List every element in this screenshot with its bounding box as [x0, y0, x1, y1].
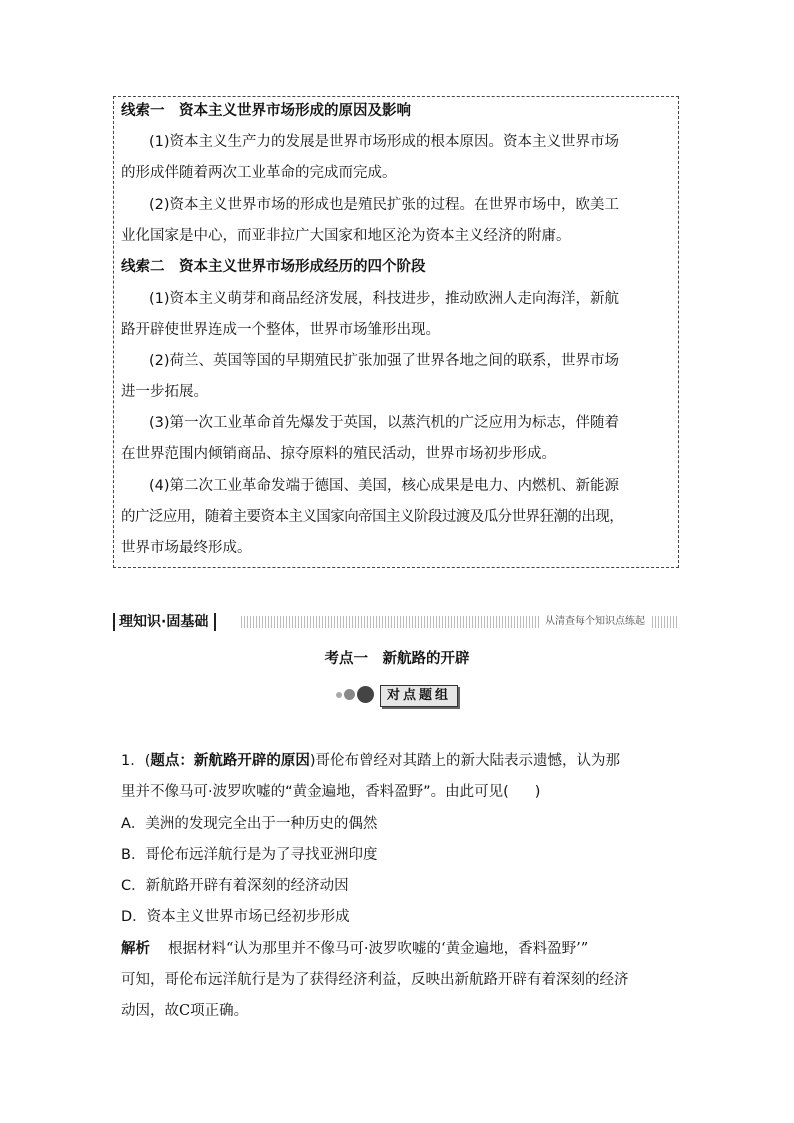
clue2-paragraph2-line1: (2)荷兰、英国等国的早期殖民扩张加强了世界各地之间的联系，世界市场	[149, 353, 620, 369]
clue2-paragraph3-line2: 在世界范围内倾销商品、掠夺原料的殖民活动，世界市场初步形成。	[121, 446, 556, 462]
badge-dot-large-icon	[357, 686, 374, 703]
clue2-paragraph4-line2: 的广泛应用，随着主要资本主义国家向帝国主义阶段过渡及瓜分世界狂潮的出现，	[121, 509, 624, 525]
clue2-heading: 线索二 资本主义世界市场形成经历的四个阶段	[121, 259, 426, 275]
question-line1-text: )哥伦布曾经对其踏上的新大陆表示遗憾，认为那	[309, 753, 621, 769]
question-close-paren: )	[534, 784, 541, 800]
analysis-line2: 可知，哥伦布远洋航行是为了获得经济利益，反映出新航路开辟有着深刻的经济	[121, 972, 629, 988]
question-line1	[121, 754, 620, 769]
clue1-paragraph1-line2: 的形成伴随着两次工业革命的完成而完成。	[121, 165, 397, 181]
analysis-line1-text: 根据材料“认为那里并不像马可·波罗吹嘘的‘黄金遍地，香料盈野’”	[168, 941, 589, 957]
analysis-line3: 动因，故C项正确。	[121, 1003, 249, 1019]
banner-subtitle: 从清查每个知识点练起	[539, 615, 651, 629]
badge-label: 对点题组	[380, 685, 458, 707]
badge-dot-medium-icon	[344, 689, 355, 700]
clue2-paragraph1-line1: (1)资本主义萌芽和商品经济发展，科技进步，推动欧洲人走向海洋，新航	[149, 291, 620, 307]
option-d: D．资本主义世界市场已经初步形成	[121, 909, 350, 925]
clue2-paragraph2-line2: 进一步拓展。	[121, 384, 208, 400]
badge-dot-small-icon	[336, 692, 342, 698]
option-a: A．美洲的发现完全出于一种历史的偶然	[121, 816, 378, 832]
analysis-label: 解析	[121, 940, 150, 957]
banner-title: 理知识·固基础	[113, 613, 216, 631]
analysis-line1	[121, 942, 588, 957]
question-line2-text: 里并不像马可·波罗吹嘘的“黄金遍地，香料盈野”。由此可见(	[121, 784, 509, 800]
section-banner	[113, 613, 679, 631]
question-line2	[121, 785, 540, 800]
option-c: C．新航路开辟有着深刻的经济动因	[121, 878, 349, 894]
question-topic: 题点：新航路开辟的原因	[150, 753, 310, 769]
clue1-heading: 线索一 资本主义世界市场形成的原因及影响	[121, 103, 411, 119]
clue2-paragraph4-line3: 世界市场最终形成。	[121, 540, 252, 556]
clue2-paragraph1-line2: 路开辟使世界连成一个整体，世界市场雏形出现。	[121, 322, 440, 338]
topic-badge	[336, 684, 466, 706]
option-b: B．哥伦布远洋航行是为了寻找亚洲印度	[121, 847, 378, 863]
section-title: 考点一 新航路的开辟	[324, 651, 470, 667]
question-number: 1．(	[121, 753, 151, 769]
clue2-paragraph4-line1: (4)第二次工业革命发端于德国、美国，核心成果是电力、内燃机、新能源	[149, 478, 620, 494]
clue1-paragraph1-line1: (1)资本主义生产力的发展是世界市场形成的根本原因。资本主义世界市场	[149, 134, 620, 150]
clue1-paragraph2-line2: 业化国家是中心，而亚非拉广大国家和地区沦为资本主义经济的附庸。	[121, 228, 571, 244]
clue1-paragraph2-line1: (2)资本主义世界市场的形成也是殖民扩张的过程。在世界市场中，欧美工	[149, 197, 620, 213]
clue2-paragraph3-line1: (3)第一次工业革命首先爆发于英国，以蒸汽机的广泛应用为标志，伴随着	[149, 415, 620, 431]
